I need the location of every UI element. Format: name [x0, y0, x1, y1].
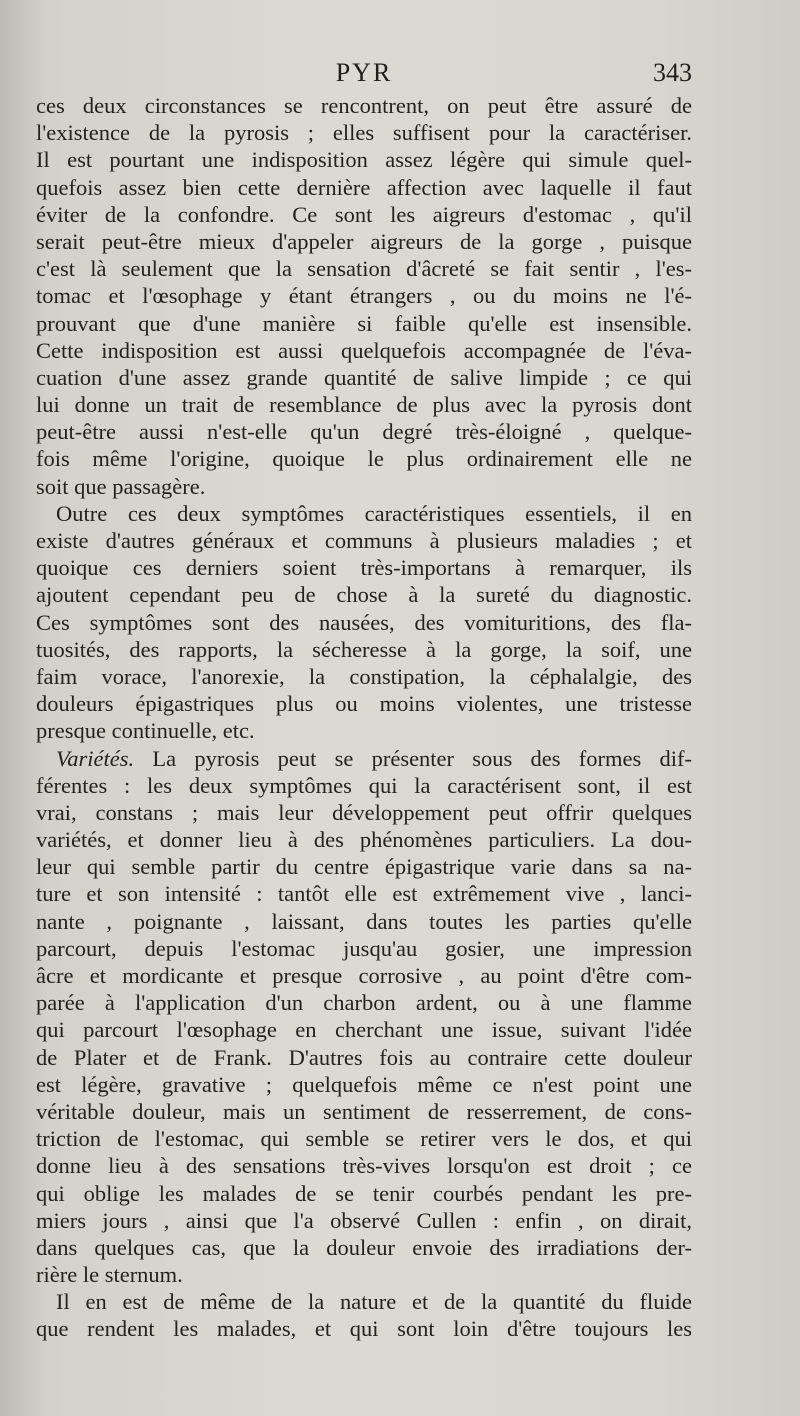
- text-line: ces deux circonstances se rencontrent, on peut être assuré de: [36, 93, 692, 118]
- text-line: l'existence de la pyrosis ; elles suffisent pour la caractériser.: [36, 120, 692, 146]
- text-line: est légère, gravative ; quelquefois même ce n'est point une: [36, 1071, 692, 1097]
- text-line: Il est pourtant une indisposition assez légère qui simule quel-: [36, 147, 692, 173]
- text-line: prouvant que d'une manière si faible qu'elle est insensible.: [36, 310, 692, 336]
- text-line: véritable douleur, mais un sentiment de resserrement, de cons-: [36, 1098, 692, 1124]
- text-line: donne lieu à des sensations très-vives lorsqu'on est droit ; ce: [36, 1153, 692, 1179]
- text-line: fois même l'origine, quoique le plus ordinairement elle ne: [36, 446, 692, 472]
- text-line: éviter de la confondre. Ce sont les aigreurs d'estomac , qu'il: [36, 201, 692, 227]
- text-line: rière le sternum.: [36, 1262, 183, 1288]
- text-line: Ces symptômes sont des nausées, des vomituritions, des fla-: [36, 609, 692, 635]
- text-line: férentes : les deux symptômes qui la caractérisent sont, il est: [36, 772, 692, 798]
- text-line: Outre ces deux symptômes caractéristiques essentiels, il en: [56, 500, 692, 526]
- text-line: quoique ces derniers soient très-importans à remarquer, ils: [36, 555, 692, 581]
- text-line: ajoutent cependant peu de chose à la sureté du diagnostic.: [36, 582, 692, 608]
- text-line: presque continuelle, etc.: [36, 718, 255, 744]
- text-line: Cette indisposition est aussi quelquefois accompagnée de l'éva-: [36, 337, 692, 363]
- text-line: nante , poignante , laissant, dans toutes les parties qu'elle: [36, 908, 692, 934]
- text-line: existe d'autres généraux et communs à plusieurs maladies ; et: [36, 528, 692, 553]
- text-line: faim vorace, l'anorexie, la constipation, la céphalalgie, des: [36, 663, 692, 689]
- text-line: de Plater et de Frank. D'autres fois au contraire cette douleur: [36, 1044, 692, 1070]
- text-line: miers jours , ainsi que l'a observé Cullen : enfin , on dirait,: [36, 1207, 692, 1233]
- text-line: douleurs épigastriques plus ou moins violentes, une tristesse: [36, 691, 692, 717]
- text-line: parcourt, depuis l'estomac jusqu'au gosier, une impression: [36, 935, 692, 961]
- text-line: quefois assez bien cette dernière affection avec laquelle il faut: [36, 174, 692, 200]
- text-line: qui parcourt l'œsophage en cherchant une issue, suivant l'idée: [36, 1017, 692, 1043]
- text-line: que rendent les malades, et qui sont loin d'être toujours les: [36, 1316, 692, 1342]
- text-line: serait peut-être mieux d'appeler aigreurs de la gorge , puisque: [36, 228, 692, 254]
- text-line: parée à l'application d'un charbon ardent, ou à une flamme: [36, 990, 692, 1016]
- text-line: soit que passagère.: [36, 473, 206, 499]
- variety-line-text: La pyrosis peut se présenter sous des formes dif-: [152, 745, 693, 771]
- running-head: PYR: [335, 58, 393, 87]
- text-line: peut-être aussi n'est-elle qu'un degré très-éloigné , quelque-: [36, 419, 692, 445]
- text-line: variétés, et donner lieu à des phénomènes particuliers. La dou-: [36, 827, 692, 853]
- text-line: c'est là seulement que la sensation d'âcreté se fait sentir , l'es-: [36, 256, 692, 282]
- text-line: Il en est de même de la nature et de la quantité du fluide: [56, 1289, 692, 1315]
- text-line: dans quelques cas, que la douleur envoie des irradiations der-: [36, 1234, 692, 1260]
- text-line: triction de l'estomac, qui semble se retirer vers le dos, et qui: [36, 1126, 692, 1152]
- text-line: qui oblige les malades de se tenir courbés pendant les pre-: [36, 1180, 692, 1206]
- text-line: ture et son intensité : tantôt elle est extrêmement vive , lanci-: [36, 881, 692, 907]
- text-line: âcre et mordicante et presque corrosive , au point d'être com-: [36, 963, 692, 988]
- variety-line: [36, 745, 692, 772]
- text-line: tuosités, des rapports, la sécheresse à la gorge, la soif, une: [36, 636, 692, 662]
- page-number: 343: [653, 58, 692, 87]
- variety-heading: Variétés.: [56, 745, 135, 771]
- text-line: tomac et l'œsophage y étant étrangers , ou du moins ne l'é-: [36, 283, 692, 309]
- text-line: leur qui semble partir du centre épigastrique varie dans sa na-: [36, 854, 692, 880]
- page-header: [36, 58, 692, 92]
- text-line: lui donne un trait de resemblance de plus avec la pyrosis dont: [36, 392, 692, 418]
- body-text: [36, 92, 692, 1343]
- text-line: cuation d'une assez grande quantité de salive limpide ; ce qui: [36, 364, 692, 390]
- text-line: vrai, constans ; mais leur développement peut offrir quelques: [36, 799, 692, 825]
